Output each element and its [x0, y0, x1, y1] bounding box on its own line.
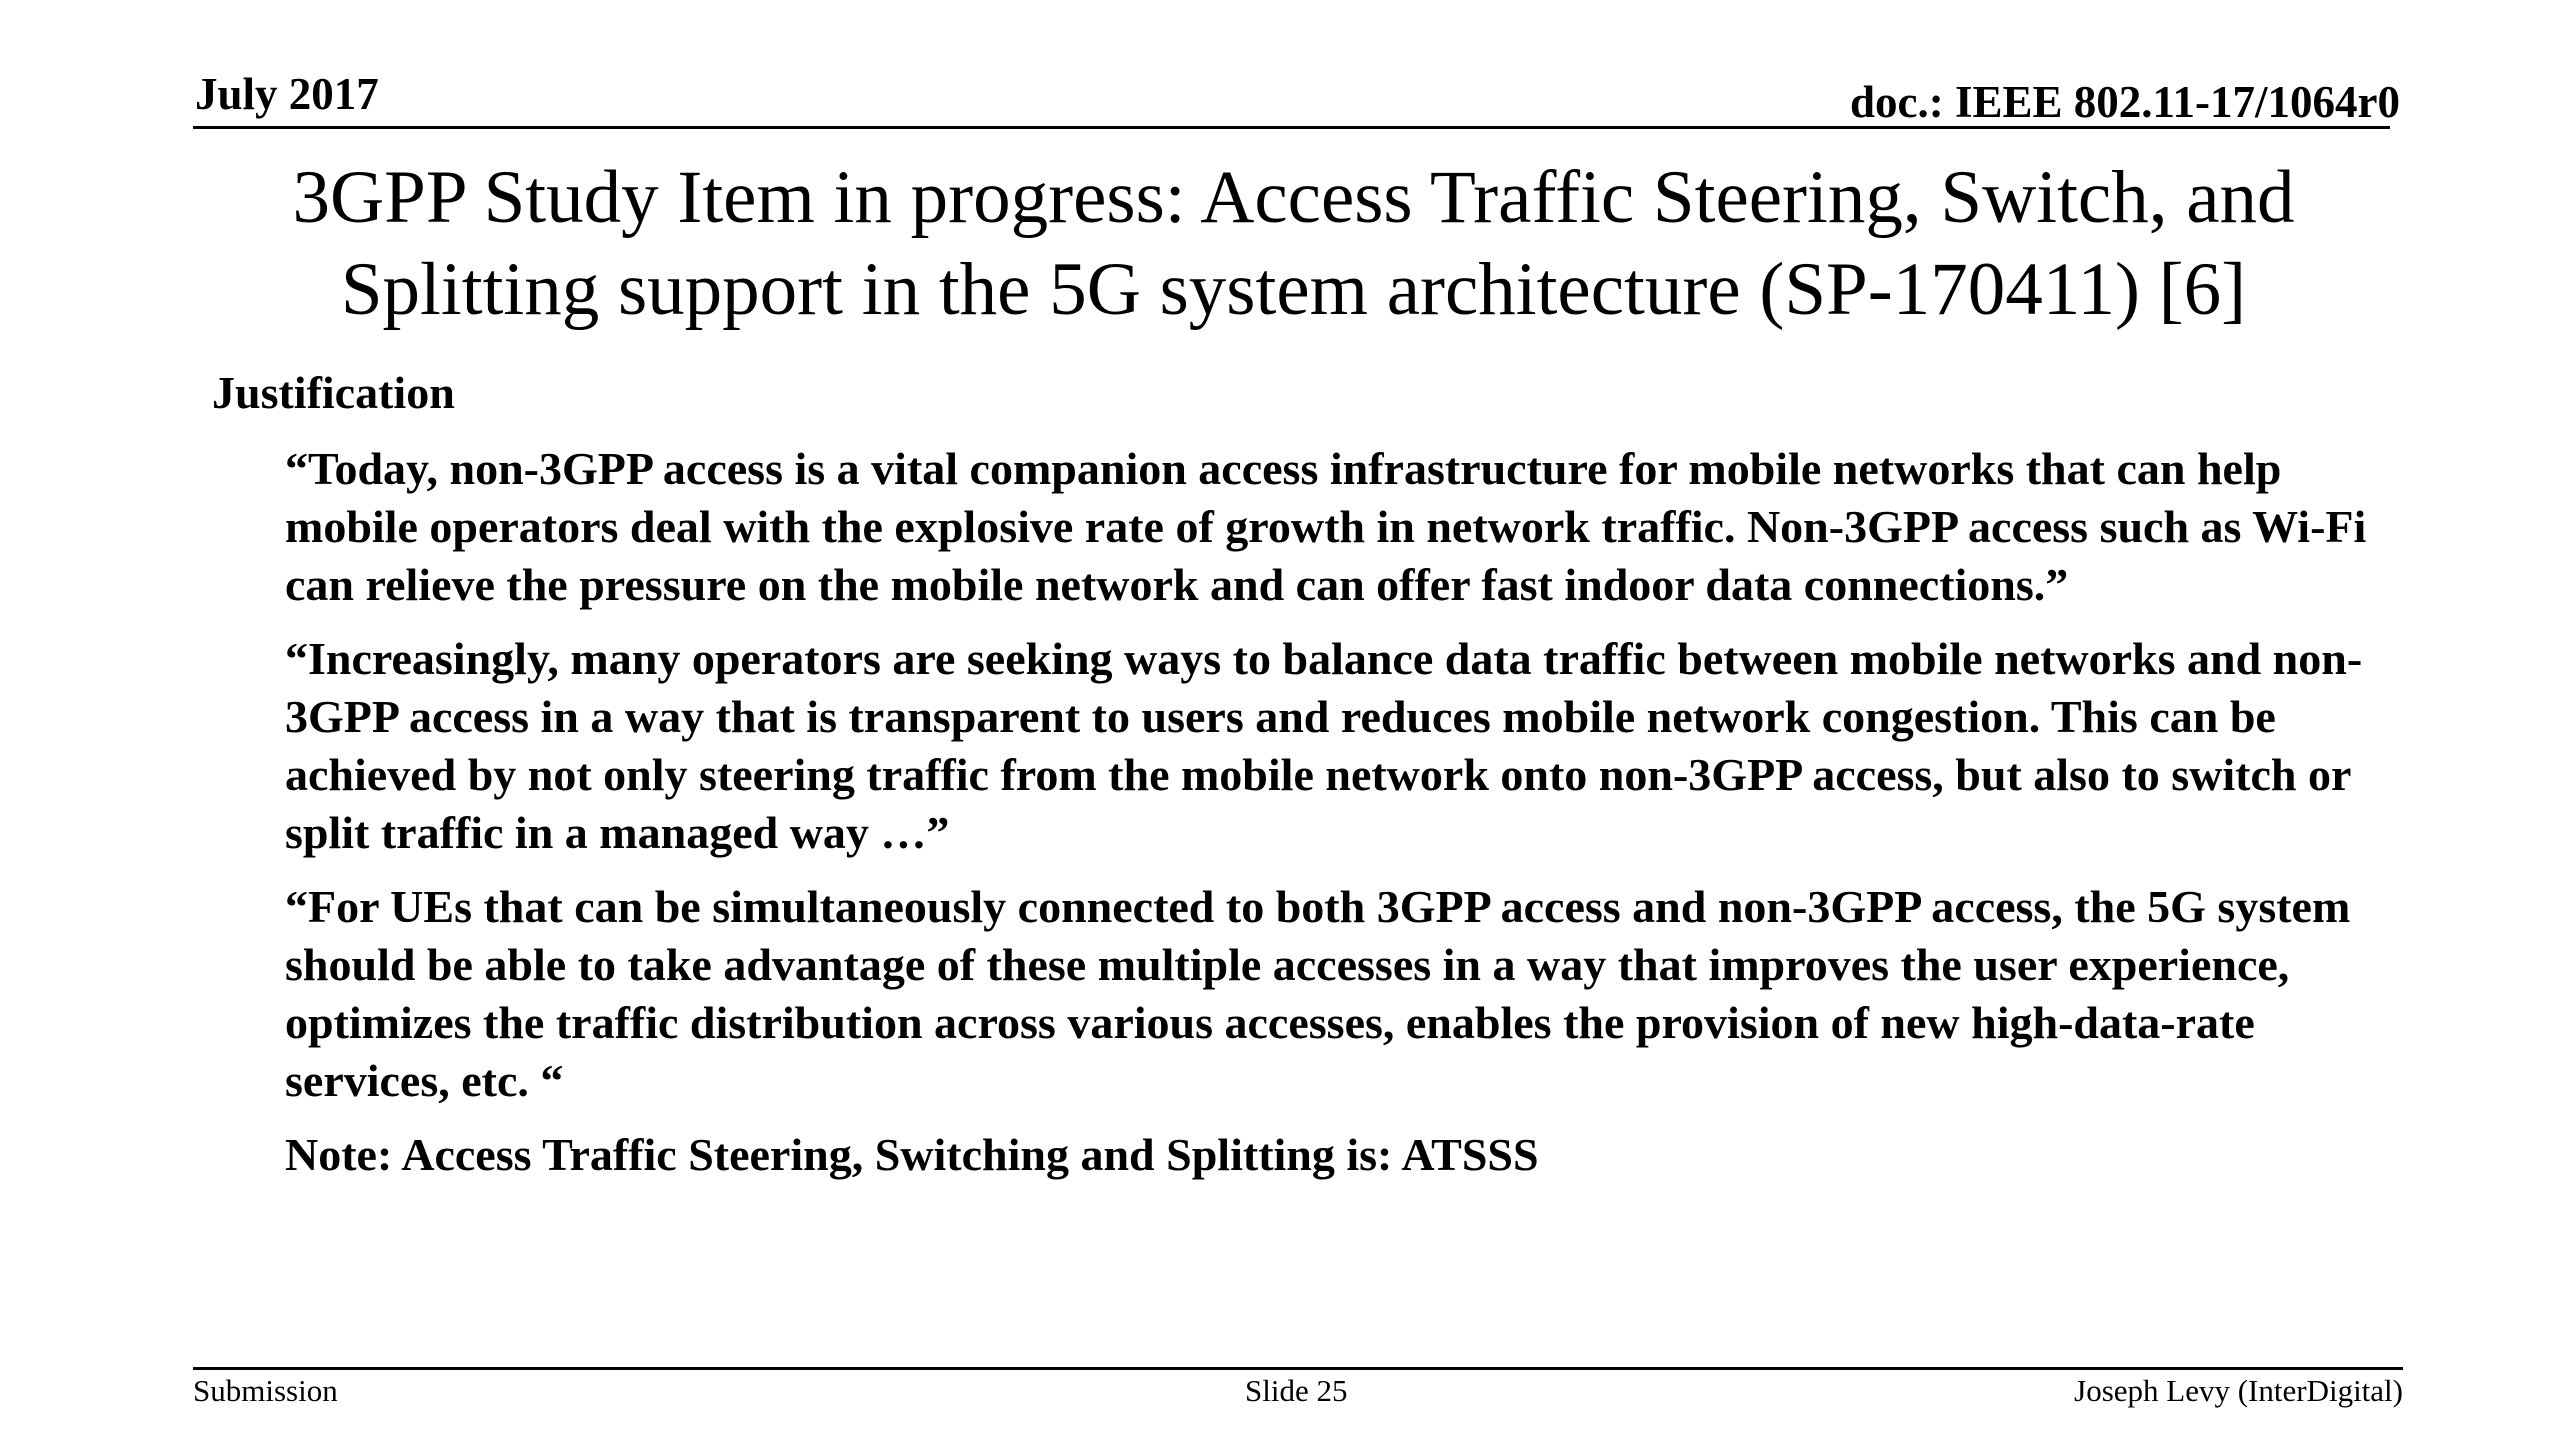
footer-submission: Submission	[193, 1373, 338, 1408]
footer-divider	[193, 1367, 2403, 1370]
header-doc-id: doc.: IEEE 802.11-17/1064r0	[1849, 77, 2400, 127]
justification-body	[285, 440, 2385, 1200]
paragraph-1: “Today, non-3GPP access is a vital companion access infrastructure for mobile networks that can help mobile operators deal with the explosive rate of growth in network traffic. Non-3GPP access such as Wi-Fi can relieve the pressure on the mobile network and can offer fast indoor data connections.”	[285, 443, 2367, 610]
section-label-justification: Justification	[212, 367, 455, 418]
footer-slide-number: Slide 25	[1245, 1373, 1348, 1408]
paragraph-3: “For UEs that can be simultaneously connected to both 3GPP access and non-3GPP access, the 5G system should be able to take advantage of these multiple accesses in a way that improves the user experience, optimizes the traffic distribution across various accesses, enables the provision of new high-data-rate services, etc. “	[285, 881, 2351, 1106]
paragraph-2: “Increasingly, many operators are seeking ways to balance data traffic between mobile networks and non-3GPP access in a way that is transparent to users and reduces mobile network congestion. This can be achieved by not only steering traffic from the mobile network onto non-3GPP access, but also to switch or split traffic in a managed way …”	[285, 633, 2363, 858]
note-paragraph: Note: Access Traffic Steering, Switching and Splitting is: ATSSS	[285, 1129, 1539, 1180]
slide-title: 3GPP Study Item in progress: Access Traffic Steering, Switch, and Splitting support in the 5G system architecture (SP-170411) [6]	[292, 156, 2295, 331]
header-divider	[193, 126, 2390, 129]
footer-author: Joseph Levy (InterDigital)	[2074, 1373, 2403, 1408]
header-date: July 2017	[195, 69, 379, 119]
